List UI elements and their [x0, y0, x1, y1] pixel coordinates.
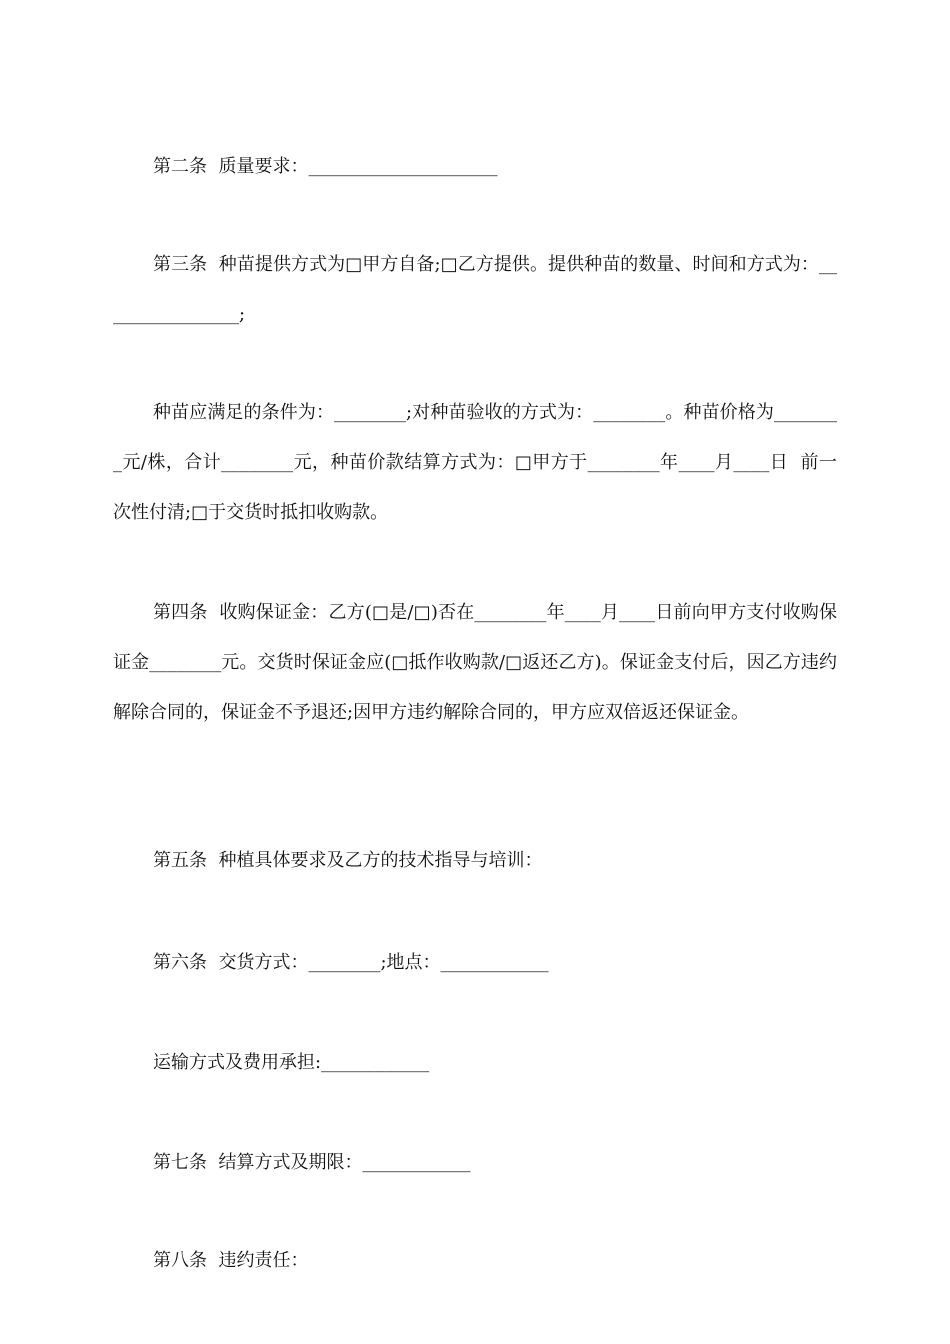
- clause-5-planting-requirements: 第五条 种植具体要求及乙方的技术指导与培训：: [153, 850, 543, 871]
- clause-6-delivery: 第六条 交货方式：________;地点：____________: [153, 952, 549, 973]
- clause-3-seedling-supply: 第三条 种苗提供方式为□甲方自备;□乙方提供。提供种苗的数量、时间和方式为：________________;: [113, 254, 837, 325]
- seedling-conditions-price: 种苗应满足的条件为：________;对种苗验收的方式为：________。种苗价格为________元/株，合计________元，种苗价款结算方式为：□甲方于________年____月____日 前一次性付清;□于交货时抵扣收购款。: [113, 402, 837, 523]
- clause-2-quality: 第二条 质量要求：_____________________: [153, 156, 498, 177]
- transport-and-costs: 运输方式及费用承担:____________: [153, 1052, 430, 1073]
- clause-4-deposit: 第四条 收购保证金：乙方(□是/□)否在________年____月____日前向甲方支付收购保证金________元。交货时保证金应(□抵作收购款/□返还乙方)。保证金支付后，因乙方违约解除合同的，保证金不予退还;因甲方违约解除合同的，甲方应双倍返还保证金。: [113, 602, 837, 723]
- clause-8-liability: 第八条 违约责任：: [153, 1250, 309, 1271]
- clause-7-settlement: 第七条 结算方式及期限：____________: [153, 1152, 471, 1173]
